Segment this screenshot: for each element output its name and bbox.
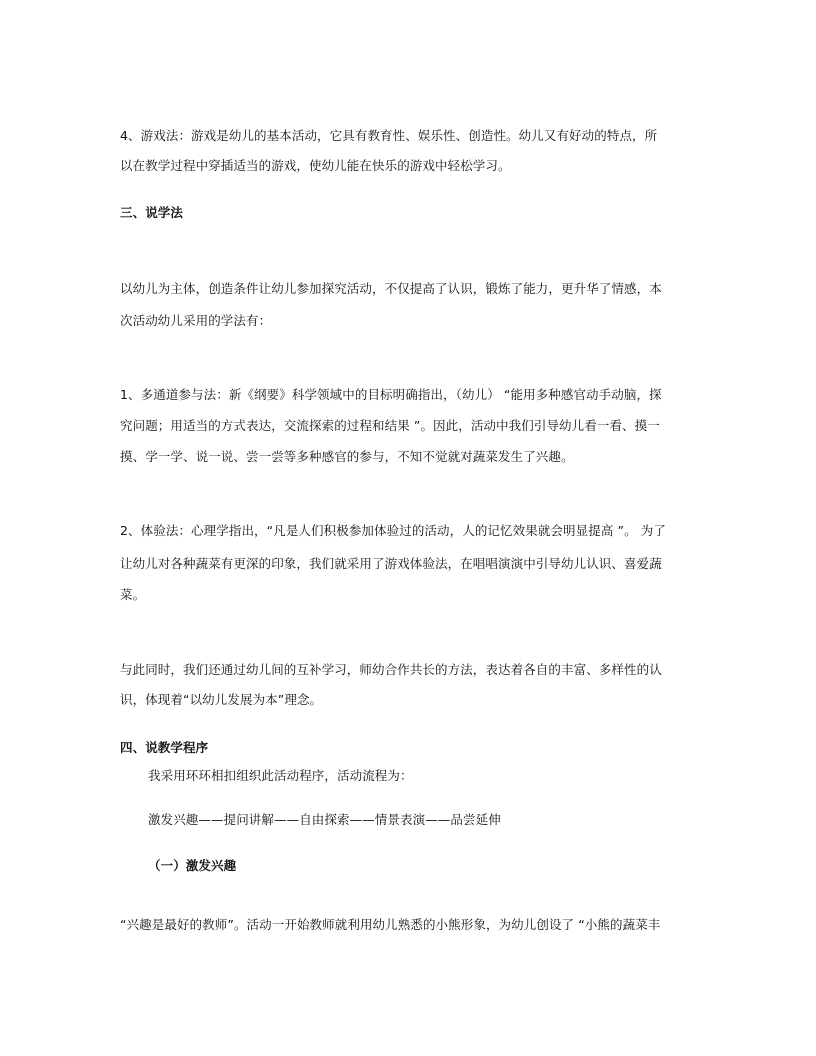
paragraph-learning-intro-line-1: 以幼儿为主体，创造条件让幼儿参加探究活动，不仅提高了认识，锻炼了能力，更升华了情感，本 — [120, 281, 662, 296]
paragraph-multichannel-line-3: 摸、学一学、说一说、尝一尝等多种感官的参与，不知不觉就对蔬菜发生了兴趣。 — [120, 449, 574, 464]
paragraph-experience-line-1: 2、体验法：心理学指出，“凡是人们积极参加体验过的活动，人的记忆效果就会明显提高 ”。 为了 — [120, 523, 666, 538]
paragraph-learning-intro-line-2: 次活动幼儿采用的学法有： — [120, 313, 272, 328]
paragraph-experience-line-3: 菜。 — [120, 587, 146, 602]
paragraph-activity-flow: 激发兴趣——提问讲解——自由探索——情景表演——品尝延伸 — [148, 812, 501, 827]
paragraph-procedure-intro: 我采用环环相扣组织此活动程序，活动流程为： — [148, 768, 413, 783]
section-heading-learning-methods: 三、说学法 — [120, 205, 184, 220]
paragraph-multichannel-line-1: 1、多通道参与法：新《纲要》科学领域中的目标明确指出，（幼儿） “能用多种感官动手动脑，探 — [120, 387, 662, 402]
paragraph-meanwhile-line-1: 与此同时，我们还通过幼儿间的互补学习，师幼合作共长的方法，表达着各自的丰富、多样性的认 — [120, 662, 662, 677]
subsection-heading-arouse-interest: （一）激发兴趣 — [148, 858, 237, 873]
section-heading-teaching-procedure: 四、说教学程序 — [120, 740, 209, 755]
paragraph-experience-line-2: 让幼儿对各种蔬菜有更深的印象，我们就采用了游戏体验法，在唱唱演演中引导幼儿认识、喜爱蔬 — [120, 556, 662, 571]
paragraph-interest-quote: “兴趣是最好的教师”。活动一开始教师就利用幼儿熟悉的小熊形象，为幼儿创设了 “小熊的蔬菜丰 — [120, 917, 661, 932]
paragraph-game-method-line-1: 4、游戏法：游戏是幼儿的基本活动，它具有教育性、娱乐性、创造性。幼儿又有好动的特点，所 — [120, 128, 658, 143]
paragraph-game-method-line-2: 以在教学过程中穿插适当的游戏，使幼儿能在快乐的游戏中轻松学习。 — [120, 158, 511, 173]
paragraph-multichannel-line-2: 究问题；用适当的方式表达，交流探索的过程和结果 ”。因此，活动中我们引导幼儿看一看、摸一 — [120, 418, 660, 433]
paragraph-meanwhile-line-2: 识，体现着“以幼儿发展为本”理念。 — [120, 692, 323, 707]
